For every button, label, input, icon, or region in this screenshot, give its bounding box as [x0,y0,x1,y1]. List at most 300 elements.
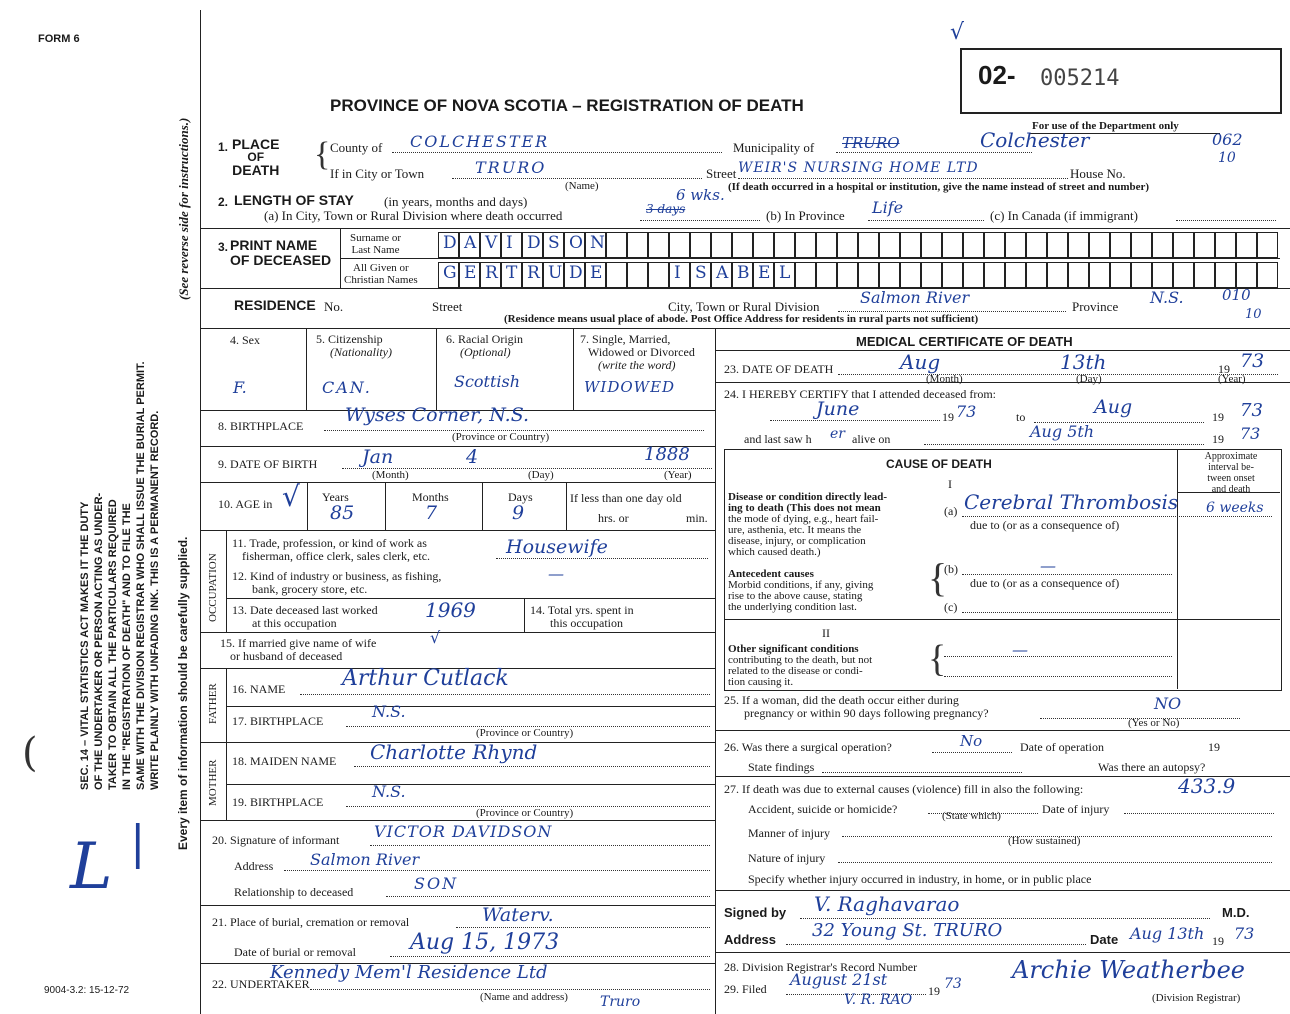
length-of-stay-label: LENGTH OF STAY [234,192,354,208]
alive-on-line [924,444,1204,445]
letter-value: D [527,233,541,253]
age-months-value: 7 [425,502,438,524]
left-frame-line [200,10,201,1014]
cause-a-interval: 6 weeks [1206,500,1264,516]
county-line [392,152,722,153]
attended-from-century: 19 [942,410,954,424]
letter-box [606,262,627,288]
cause-of-death-heading: CAUSE OF DEATH [886,457,992,471]
letter-box [984,232,1005,258]
mother-maiden-name-label: 18. MAIDEN NAME [232,754,337,768]
letter-box [1005,232,1026,258]
less-than-one-day-label: If less than one day old [570,491,682,505]
letter-box [1215,232,1236,258]
age-days-value: 9 [512,502,525,524]
occupation-top [200,530,715,531]
relationship-line [386,896,710,897]
print-name-label: PRINT NAME OF DECEASED [230,237,332,268]
informant-signature-value: VICTOR DAVIDSON [374,822,553,841]
stay-city-value: 6 wks. [676,186,725,204]
undertaker-line [310,989,710,990]
alive-on-label: alive on [852,432,891,446]
form-title: PROVINCE OF NOVA SCOTIA – REGISTRATION OF DEATH [330,96,804,115]
mother-maiden-name-value: Charlotte Rhynd [370,740,538,764]
letter-box [648,262,669,288]
cause-b-dash: — [1040,556,1056,575]
part-one-label: I [948,477,952,491]
middle-divider [715,328,716,1014]
house-no-label: House No. [1070,166,1126,181]
nature-line [838,862,1272,863]
name-mid-line [340,258,1280,259]
surgical-operation-answer: No [960,732,983,750]
last-seen-century: 19 [1212,432,1224,446]
signed-top [715,890,1290,891]
residence-label: RESIDENCE [234,297,316,313]
letter-box [627,262,648,288]
racial-origin-value: Scottish [454,372,521,391]
informant-address-line [284,870,710,871]
letter-value: D [569,263,583,283]
pregnancy-answer: NO [1154,694,1182,713]
part-two-label: II [822,626,830,640]
stay-province-value: Life [872,198,904,217]
trade-label: 11. Trade, profession, or kind of work as fisherman, office clerk, sales clerk, etc. [232,536,431,563]
letter-box [1068,232,1089,258]
county-value: COLCHESTER [410,132,550,151]
last-seen-year: 73 [1240,424,1261,443]
father-mid [226,706,715,707]
letter-box [900,262,921,288]
dod-month: Aug [900,350,941,374]
cause-a-label: (a) [944,504,958,518]
informant-signature-label: 20. Signature of informant [212,833,340,847]
md-label: M.D. [1222,905,1250,920]
item-1-number: 1. [218,140,229,154]
total-years-label: 14. Total yrs. spent in this occupation [530,603,634,630]
burial-top [200,905,715,906]
division-registrar-signature: Archie Weatherbee [1012,956,1245,984]
letter-value: A [716,263,729,283]
letter-value: B [737,263,750,283]
last-saw-label: and last saw h [744,432,812,446]
letter-value: E [464,263,477,283]
letter-value: L [779,263,791,283]
father-side-line [226,668,227,742]
letter-value: G [443,263,457,283]
father-name-line [300,694,710,695]
age-label: 10. AGE in [218,497,273,511]
birthplace-value: Wyses Corner, N.S. [345,404,530,426]
letter-value: E [758,263,771,283]
dob-day: 4 [466,446,479,468]
manner-label: Manner of injury [748,826,830,840]
letter-box [942,262,963,288]
nature-label: Nature of injury [748,851,826,865]
informant-sig-line [370,845,710,846]
birthplace-caption: (Province or Country) [452,431,550,443]
letter-box [837,262,858,288]
dod-day: 13th [1060,350,1107,374]
dod-month-caption: (Month) [926,373,963,385]
letter-box [1005,262,1026,288]
record-number-label: 28. Division Registrar's Record Number [724,960,918,974]
age-months-label: Months [412,490,449,504]
item-3-number: 3. [218,240,229,254]
mother-birthplace-caption: (Province or Country) [476,807,574,819]
print-code: 9004-3.2: 15-12-72 [44,985,130,996]
side-supply-note: Every item of information should be carefully supplied. [176,536,190,850]
letter-box [1236,232,1257,258]
letter-value: R [527,263,540,283]
relationship-value: SON [414,874,459,893]
attended-to-century: 19 [1212,410,1224,424]
letter-box [879,232,900,258]
attended-to-label: to [1016,410,1026,424]
letter-value: E [590,263,603,283]
signed-date-label: Date [1090,932,1119,947]
due-to-label-2: due to (or as a consequence of) [970,576,1120,590]
letter-box [1068,262,1089,288]
letter-box [1131,262,1152,288]
dob-year-caption: (Year) [664,469,692,481]
age-div-1 [307,482,308,530]
state-findings-label: State findings [748,760,815,774]
dob-label: 9. DATE OF BIRTH [218,457,318,471]
stay-city-label: (a) In City, Town or Rural Division where death occurred [264,208,563,223]
dod-day-caption: (Day) [1076,373,1102,385]
city-name-caption: (Name) [565,180,599,192]
racial-origin-label: 6. Racial Origin (Optional) [446,332,523,359]
trade-line [496,558,708,559]
letter-box [669,232,690,258]
letter-box [795,262,816,288]
other-line-1 [944,656,1172,657]
father-name-label: 16. NAME [232,682,286,696]
filed-year: 73 [944,976,962,992]
minutes-label: min. [686,511,708,525]
birthplace-label: 8. BIRTHPLACE [218,419,304,433]
sex-value: F. [233,378,247,397]
citizenship-value: CAN. [322,378,372,397]
findings-line [822,772,1022,773]
letter-box [900,232,921,258]
age-div-3 [482,482,483,530]
letter-box [1194,232,1215,258]
informant-address-label: Address [234,859,274,873]
stay-province-line [868,220,984,221]
registrar-initials: V. R. RAO [844,992,913,1008]
undertaker-label: 22. UNDERTAKER [212,977,310,991]
operation-date-label: Date of operation [1020,740,1104,754]
cause-c-label: (c) [944,600,958,614]
cause-code: 433.9 [1178,774,1236,798]
letter-box [753,232,774,258]
form-number: FORM 6 [38,33,80,45]
street-value: WEIR'S NURSING HOME LTD [738,160,979,176]
father-birthplace-label: 17. BIRTHPLACE [232,714,324,728]
municipality-struck: TRURO [842,134,900,152]
stay-city-line [640,220,760,221]
burial-place-line [456,927,710,928]
filed-date: August 21st [790,970,888,989]
age-years-check: √ [282,480,300,513]
direct-cause-label: Disease or condition directly lead- ing to death (This does not mean the mode of dying, e.g., heart fail- ure, asthenia, etc. It means the disease, injury, or complication which caused death.) [728,491,888,558]
dod-year-caption: (Year) [1218,373,1246,385]
surgical-operation-label: 26. Was there a surgical operation? [724,740,892,754]
letter-box [921,262,942,288]
pregnancy-label: 25. If a woman, did the death occur either during pregnancy or within 90 days following pregnancy? [724,693,989,720]
interval-divider [1177,449,1178,689]
informant-top [200,820,715,821]
mother-side-line [226,742,227,820]
residence-province-value: N.S. [1150,288,1184,307]
row-10-top [200,482,715,483]
mother-mid [226,784,715,785]
attended-from-year: 73 [956,402,977,421]
letter-value: S [695,263,707,283]
letter-box [1152,232,1173,258]
registration-number: 005214 [1040,66,1120,91]
interval-header-line [1177,492,1280,493]
street-line [738,178,1068,179]
margin-tick: | [130,815,146,869]
spouse-label: 15. If married give name of wife or husband of deceased [220,636,377,663]
part-two-line [724,619,1280,620]
dob-day-caption: (Day) [528,469,554,481]
code-city: 10 [1218,150,1236,166]
municipality-value: Colchester [980,128,1090,152]
letter-box [606,232,627,258]
cause-b-line [962,574,1172,575]
autopsy-label: Was there an autopsy? [1098,760,1206,774]
hospital-note: (If death occurred in a hospital or institution, give the name instead of street and number) [728,181,1150,193]
cause-b-label: (b) [944,562,958,576]
last-saw-pronoun: er [830,426,845,442]
letter-box [774,232,795,258]
given-names-label: All Given or Christian Names [344,262,418,286]
letter-box [921,232,942,258]
municipality-label: Municipality of [733,140,815,155]
letter-box [648,232,669,258]
letter-box [1089,262,1110,288]
letter-box [1257,262,1278,288]
operation-century: 19 [1208,740,1220,754]
certify-label: 24. I HEREBY CERTIFY that I attended deceased from: [724,387,996,401]
letter-box [963,262,984,288]
cause-a-value: Cerebral Thrombosis [964,490,1179,514]
letter-value: I [674,263,681,283]
letter-box [1173,232,1194,258]
industry-value: — [548,564,564,583]
signed-line [800,918,1210,919]
letter-box [732,232,753,258]
letter-box [1131,232,1152,258]
letter-box [858,232,879,258]
residence-city-value: Salmon River [860,288,970,307]
total-years-divider [524,598,525,632]
registrar-top [715,952,1290,953]
name-bottom-line [200,288,1290,289]
letter-value: A [464,233,477,253]
margin-ink-mark: L [70,830,113,904]
burial-date-label: Date of burial or removal [234,945,356,959]
antecedent-label: Antecedent causes Morbid conditions, if any, giving rise to the above cause, stating the underlying condition last. [728,568,874,613]
residence-street-label: Street [432,299,463,314]
dob-year: 1888 [644,444,690,465]
cause-c-line [962,612,1172,613]
father-name-value: Arthur Cutlack [342,666,509,691]
external-causes-label: 27. If death was due to external causes (violence) fill in also the following: [724,782,1084,796]
section-divider [200,328,1290,329]
date-of-death-label: 23. DATE OF DEATH [724,362,834,376]
letter-box [1047,232,1068,258]
letter-box [984,262,1005,288]
dod-line [838,374,1278,375]
medical-heading-line [715,350,1290,351]
city-value: TRURO [475,158,547,177]
citizenship-divider [436,328,437,410]
age-div-2 [385,482,386,530]
letter-value: S [548,233,560,253]
margin-bracket: ( [22,730,38,776]
cert-top-line [715,382,1290,383]
burial-date-line [390,956,710,957]
place-of-death-label: PLACE OF DEATH [232,136,280,178]
letter-box [711,232,732,258]
place-brace: { [314,136,331,173]
letter-value: I [506,233,513,253]
letter-box [690,232,711,258]
physician-address-line [786,944,1086,945]
letter-box [1110,262,1131,288]
letter-value: R [485,263,498,283]
stay-canada-line [1176,220,1276,221]
pregnancy-caption: (Yes or No) [1128,717,1180,729]
item-2-number: 2. [218,195,229,209]
surgery-top [715,730,1290,731]
letter-box [1215,262,1236,288]
mother-side-label: MOTHER [207,759,219,806]
mother-birthplace-label: 19. BIRTHPLACE [232,795,324,809]
letter-value: D [443,233,457,253]
trade-value: Housewife [506,536,608,558]
filed-label: 29. Filed [724,982,767,996]
accident-label: Accident, suicide or homicide? [748,802,898,816]
letter-box [837,232,858,258]
other-conditions-label: Other significant conditions contributing to the death, but not related to the disease or condi- tion causing it. [728,643,873,688]
check-mark: √ [950,20,965,45]
registration-prefix: 02- [978,60,1016,90]
industry-label: 12. Kind of industry or business, as fishing, bank, grocery store, etc. [232,569,442,596]
letter-value: V [485,233,498,253]
stay-province-label: (b) In Province [766,208,845,223]
relationship-label: Relationship to deceased [234,885,354,899]
code-residence: 010 [1222,286,1251,304]
how-sustained-caption: (How sustained) [1008,835,1081,847]
burial-place-label: 21. Place of burial, cremation or removal [212,915,410,929]
letter-box [879,262,900,288]
cert-from-line [770,420,940,421]
mother-birthplace-value: N.S. [372,782,406,801]
signed-by-label: Signed by [724,905,787,920]
county-label: County of [330,140,383,155]
letter-box [795,232,816,258]
interval-label: Approximate interval be- tween onset and death [1204,451,1258,495]
signed-by-value: V. Raghavarao [814,892,960,916]
state-which-caption: (State which) [942,810,1001,822]
signed-date-value: Aug 13th [1130,924,1205,943]
occupation-side-label: OCCUPATION [207,553,219,622]
burial-place-value: Waterv. [482,904,554,926]
marital-status-value: WIDOWED [584,378,676,396]
age-years-value: 85 [330,502,355,524]
letter-box [942,232,963,258]
municipality-line [836,152,1032,153]
letter-value: U [548,263,563,283]
injury-date-line [1124,813,1274,814]
filed-century: 19 [928,984,940,998]
side-note: (See reverse side for instructions.) [176,117,191,300]
dod-century: 19 [1218,362,1230,376]
dept-use-label: For use of the Department only [1032,120,1179,132]
surname-label: Surname or Last Name [350,232,402,256]
letter-box [1194,262,1215,288]
father-birthplace-value: N.S. [372,702,406,721]
division-registrar-caption: (Division Registrar) [1152,992,1241,1004]
undertaker-caption: (Name and address) [480,991,568,1003]
spouse-top [200,632,715,633]
other-brace: { [928,638,947,680]
residence-no-label: No. [324,299,344,314]
occupation-side-line [226,530,227,632]
physician-address-value: 32 Young St. TRURO [812,920,1003,941]
side-instructions: SEC. 14 – VITAL STATISTICS ACT MAKES IT THE DUTY OF THE UNDERTAKER OR PERSON ACTING AS UNDER- TAKER TO OBTAIN ALL THE PARTICULARS REQUIRED IN THE "REGISTRATION OF DEATH" AND TO FILE THE SAME WITH THE DIVISION REGISTRAR WHO SHALL ISSUE THE BURIAL PERMIT. WRITE PLAINLY WITH UNFADING INK. THIS IS A PERMANENT RECORD. [79,361,161,790]
street-label: Street [706,166,737,181]
residence-note: (Residence means usual place of abode. Post Office Address for residents in rural parts not sufficient) [504,313,979,325]
letter-box [1152,262,1173,288]
hours-label: hrs. or [598,511,629,525]
sex-label: 4. Sex [230,333,260,347]
last-seen-date: Aug 5th [1030,422,1095,441]
residence-city-line [838,311,1066,312]
last-worked-value: 1969 [425,598,476,622]
attended-from-month: June [816,398,860,420]
physician-address-label: Address [724,932,777,947]
other-dash: — [1012,640,1028,659]
medical-certificate-heading: MEDICAL CERTIFICATE OF DEATH [856,334,1073,349]
letter-box [1173,262,1194,288]
stay-city-struck: 3 days [646,202,686,216]
due-to-label-1: due to (or as a consequence of) [970,518,1120,532]
letter-box [1089,232,1110,258]
burial-date-value: Aug 15, 1973 [410,930,560,955]
letter-box [1047,262,1068,288]
injury-date-label: Date of injury [1042,802,1110,816]
residence-city-label: City, Town or Rural Division [668,299,820,314]
citizenship-label: 5. Citizenship (Nationality) [316,332,392,359]
undertaker-name: Kennedy Mem'l Residence Ltd [270,962,548,983]
undertaker-address: Truro [600,994,641,1010]
signed-year: 73 [1234,924,1255,943]
signed-century: 19 [1212,934,1224,948]
city-line [452,178,702,179]
dod-year: 73 [1240,350,1265,372]
stay-canada-label: (c) In Canada (if immigrant) [990,208,1138,223]
name-top-line [200,228,1290,229]
sex-divider [306,328,307,410]
residence-province-label: Province [1072,299,1119,314]
